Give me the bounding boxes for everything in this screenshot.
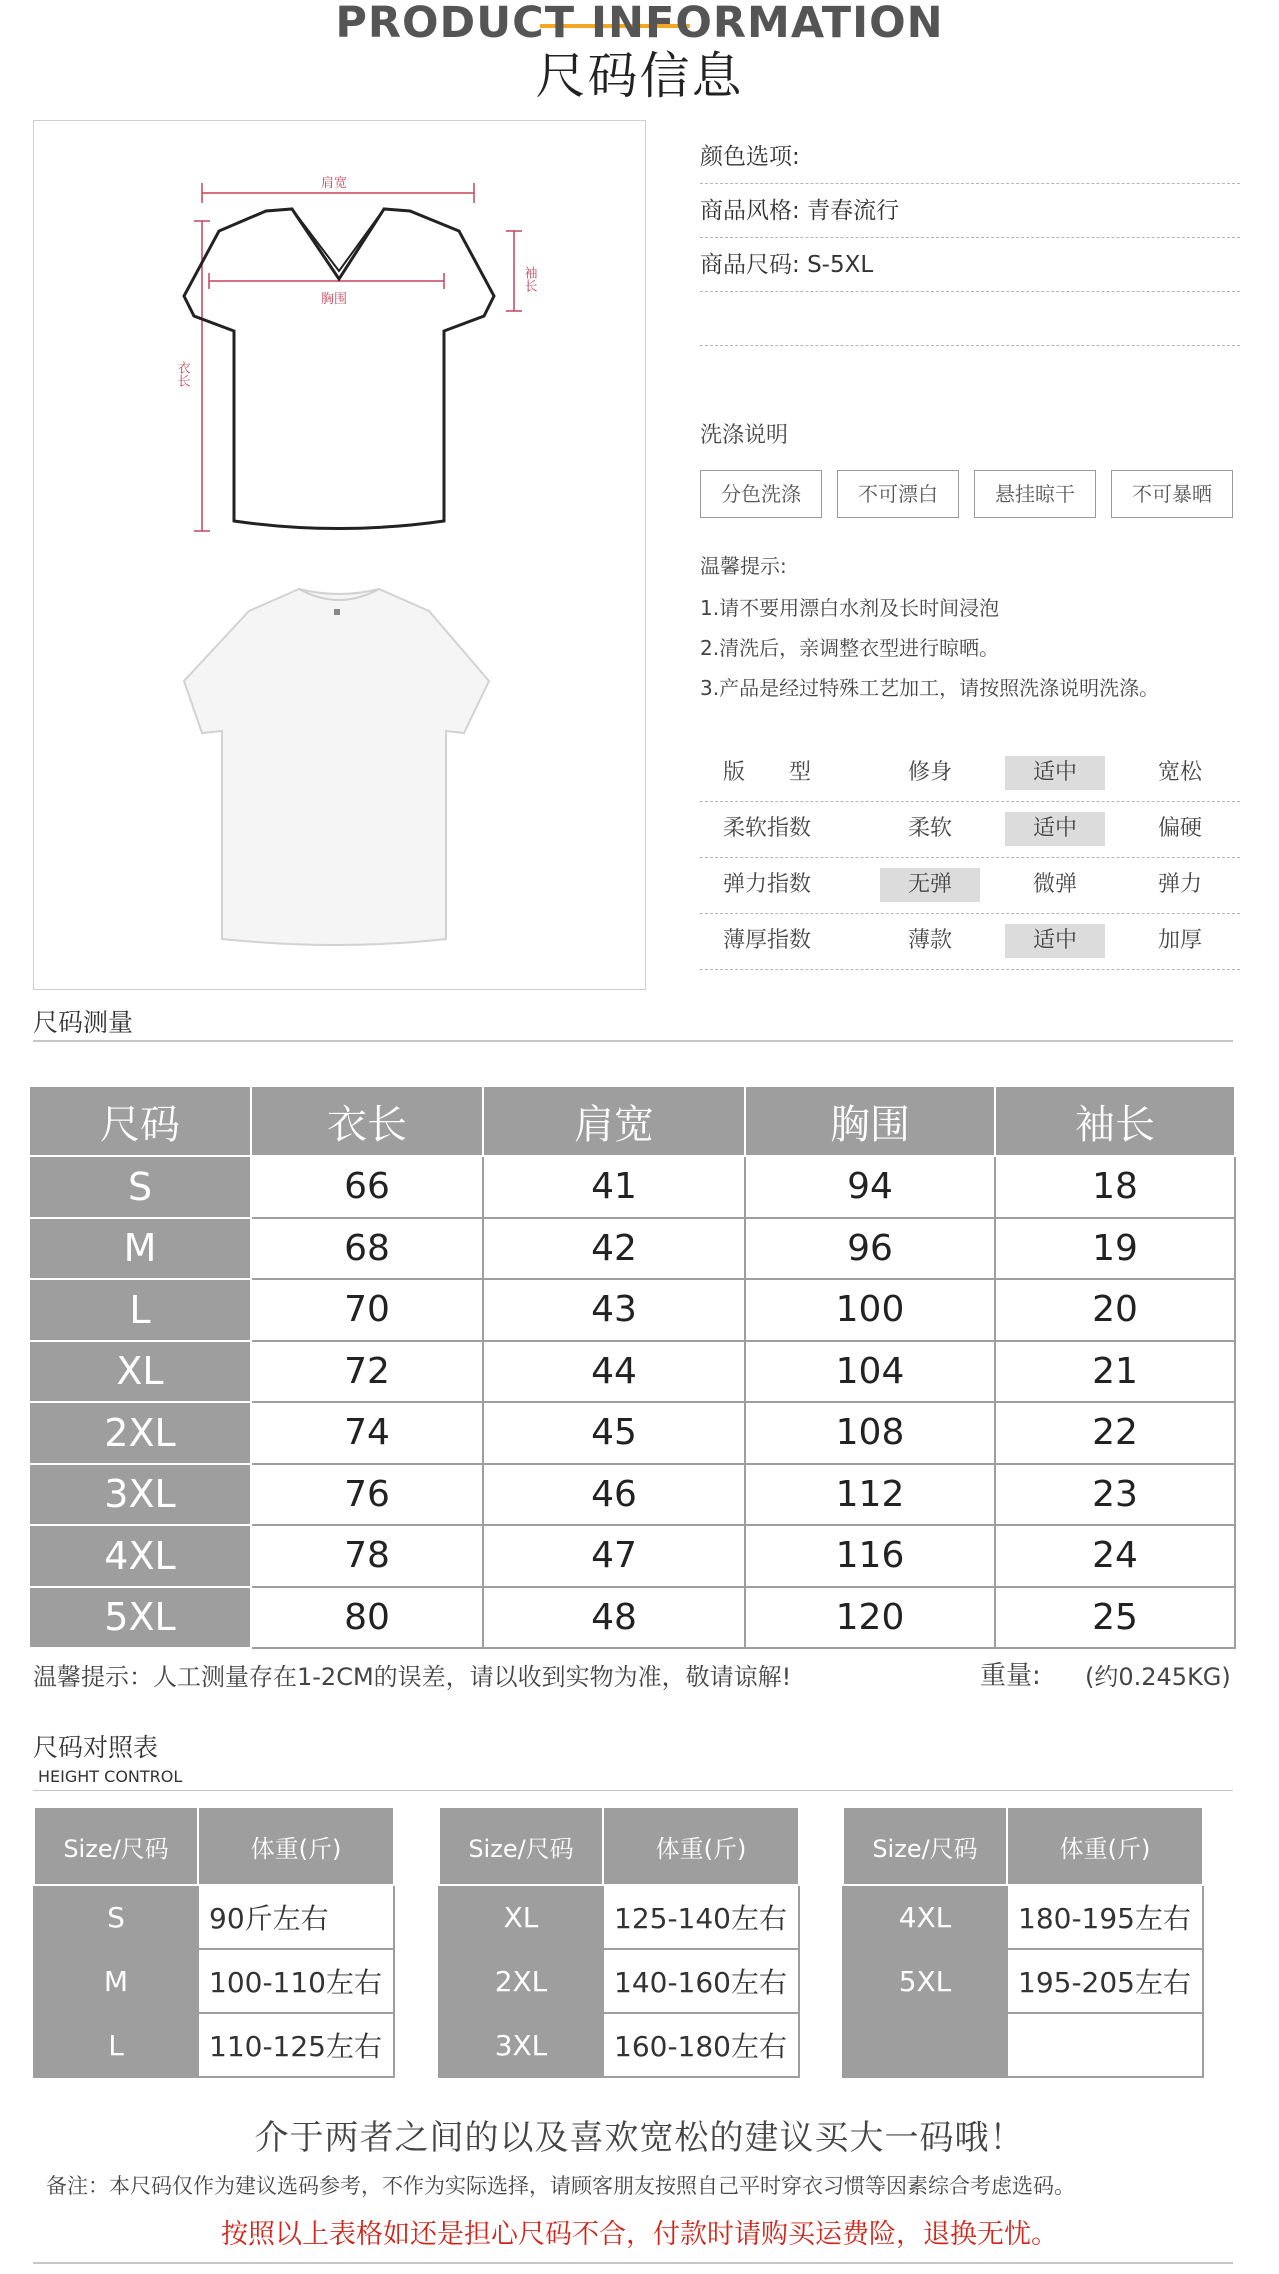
tip-line: 1.请不要用漂白水剂及长时间浸泡: [700, 596, 1000, 620]
tshirt-outline: [184, 209, 494, 529]
measure-cell: 66: [251, 1156, 483, 1218]
title-en: PRODUCT INFORMATION: [335, 0, 944, 48]
product-image-box: [33, 120, 646, 990]
info-color-row: [700, 130, 1240, 184]
table-row: [29, 1341, 1235, 1403]
attribute-name: 版 型: [722, 760, 811, 785]
measure-cell: 74: [251, 1402, 483, 1464]
weight-label: 重量:: [980, 1661, 1041, 1691]
measure-cell: 46: [483, 1464, 745, 1526]
table-row: [29, 1279, 1235, 1341]
compare-header: Size/尺码: [843, 1807, 1007, 1885]
attribute-option: 宽松: [1157, 760, 1202, 785]
size-cell: 5XL: [29, 1587, 251, 1649]
compare-weight-cell: 100-110左右: [198, 1949, 394, 2013]
measure-cell: 22: [995, 1402, 1235, 1464]
style-value: 青春流行: [807, 198, 900, 224]
size-cell: L: [29, 1279, 251, 1341]
attribute-option: 柔软: [907, 816, 952, 841]
size-value: S-5XL: [807, 252, 874, 278]
size-table-header: 胸围: [745, 1086, 995, 1156]
table-row: [843, 2013, 1203, 2077]
compare-subtitle: HEIGHT CONTROL: [38, 1767, 183, 1786]
measure-cell: 116: [745, 1525, 995, 1587]
compare-size-cell: M: [34, 1949, 198, 2013]
attribute-row: [700, 914, 1240, 970]
compare-size-cell: 5XL: [843, 1949, 1007, 2013]
measure-cell: 72: [251, 1341, 483, 1403]
compare-weight-cell: 195-205左右: [1007, 1949, 1203, 2013]
table-row: [29, 1464, 1235, 1526]
table-row: [439, 1885, 799, 1949]
size-label: 商品尺码:: [700, 252, 800, 278]
tshirt-diagram: [34, 121, 647, 991]
label-shoulder: 肩宽: [320, 176, 348, 191]
size-table-header: 袖长: [995, 1086, 1235, 1156]
measure-cell: 108: [745, 1402, 995, 1464]
table-row: [843, 1885, 1203, 1949]
compare-title: 尺码对照表: [33, 1733, 159, 1762]
measure-cell: 78: [251, 1525, 483, 1587]
measure-cell: 70: [251, 1279, 483, 1341]
measure-cell: 48: [483, 1587, 745, 1649]
info-style-row: [700, 184, 1240, 238]
size-table-header: 肩宽: [483, 1086, 745, 1156]
compare-weight-cell: 90斤左右: [198, 1885, 394, 1949]
size-remark: 备注：本尺码仅作为建议选码参考，不作为实际选择，请顾客朋友按照自己平时穿衣习惯等因素综合考虑选码。: [46, 2174, 1075, 2198]
attribute-option: 偏硬: [1157, 816, 1202, 841]
label-length: 衣长: [174, 361, 190, 387]
size-cell: S: [29, 1156, 251, 1218]
measure-cell: 41: [483, 1156, 745, 1218]
compare-size-cell: 3XL: [439, 2013, 603, 2077]
compare-table: [842, 1806, 1204, 2078]
measure-cell: 19: [995, 1218, 1235, 1280]
measure-title: 尺码测量: [33, 1008, 134, 1037]
compare-header: Size/尺码: [34, 1807, 198, 1885]
table-row: [29, 1218, 1235, 1280]
measure-cell: 96: [745, 1218, 995, 1280]
page-header: [0, 0, 1279, 110]
table-row: [439, 1949, 799, 2013]
measure-cell: 120: [745, 1587, 995, 1649]
measure-cell: 112: [745, 1464, 995, 1526]
measure-cell: 104: [745, 1341, 995, 1403]
size-warning: 按照以上表格如还是担心尺码不合，付款时请购买运费险，退换无忧。: [221, 2219, 1058, 2250]
attribute-option: 加厚: [1157, 928, 1202, 953]
wash-item-hang-dry: 悬挂晾干: [974, 470, 1096, 518]
measure-cell: 100: [745, 1279, 995, 1341]
measure-cell: 20: [995, 1279, 1235, 1341]
table-row: [34, 1949, 394, 2013]
size-table-header: 尺码: [29, 1086, 251, 1156]
wash-title: 洗涤说明: [700, 423, 789, 448]
info-blank-row: [700, 292, 1240, 346]
attribute-name: 弹力指数: [722, 872, 811, 897]
color-label: 颜色选项:: [700, 144, 800, 170]
attribute-row: [700, 858, 1240, 914]
table-row: [34, 1885, 394, 1949]
tips-title: 温馨提示:: [700, 554, 787, 578]
compare-table: [438, 1806, 800, 2078]
table-row: [34, 2013, 394, 2077]
attribute-option-selected: 适中: [1005, 812, 1105, 846]
title-zh: 尺码信息: [535, 47, 744, 105]
compare-size-cell: XL: [439, 1885, 603, 1949]
measure-cell: 24: [995, 1525, 1235, 1587]
size-cell: 2XL: [29, 1402, 251, 1464]
compare-table: [33, 1806, 395, 2078]
table-row: [439, 2013, 799, 2077]
attribute-option-selected: 适中: [1005, 756, 1105, 790]
attribute-name: 薄厚指数: [722, 928, 811, 953]
attribute-option: 修身: [907, 760, 952, 785]
wash-item-no-bleach: 不可漂白: [837, 470, 959, 518]
measure-note: 温馨提示：人工测量存在1-2CM的误差，请以收到实物为准，敬请谅解!: [33, 1663, 792, 1691]
measure-cell: 42: [483, 1218, 745, 1280]
compare-divider: [33, 1790, 1233, 1791]
measure-divider: [33, 1040, 1233, 1042]
measure-cell: 43: [483, 1279, 745, 1341]
measure-cell: 45: [483, 1402, 745, 1464]
measure-cell: 76: [251, 1464, 483, 1526]
tip-line: 2.清洗后，亲调整衣型进行晾晒。: [700, 636, 1000, 660]
measure-cell: 47: [483, 1525, 745, 1587]
style-label: 商品风格:: [700, 198, 800, 224]
weight-value: (约0.245KG): [1085, 1663, 1231, 1691]
compare-header: 体重(斤): [1007, 1807, 1203, 1885]
wash-item-separate: 分色洗涤: [700, 470, 822, 518]
size-table: [28, 1085, 1236, 1649]
bottom-divider: [33, 2262, 1233, 2264]
compare-weight-cell: 110-125左右: [198, 2013, 394, 2077]
info-size-row: [700, 238, 1240, 292]
attribute-option-selected: 适中: [1005, 924, 1105, 958]
attribute-option: 弹力: [1157, 872, 1202, 897]
compare-header: 体重(斤): [198, 1807, 394, 1885]
wash-item-no-sun: 不可暴晒: [1111, 470, 1233, 518]
attribute-option: 薄款: [907, 928, 952, 953]
compare-size-cell: 4XL: [843, 1885, 1007, 1949]
label-chest: 胸围: [320, 292, 348, 307]
compare-size-cell: S: [34, 1885, 198, 1949]
compare-size-cell: [843, 2013, 1007, 2077]
measure-cell: 23: [995, 1464, 1235, 1526]
attribute-row: [700, 746, 1240, 802]
table-row: [29, 1402, 1235, 1464]
compare-size-cell: L: [34, 2013, 198, 2077]
size-cell: M: [29, 1218, 251, 1280]
attribute-row: [700, 802, 1240, 858]
table-row: [843, 1949, 1203, 2013]
attribute-name: 柔软指数: [722, 816, 811, 841]
measure-cell: 18: [995, 1156, 1235, 1218]
compare-size-cell: 2XL: [439, 1949, 603, 2013]
tshirt-photo: [184, 589, 489, 945]
compare-weight-cell: 125-140左右: [603, 1885, 799, 1949]
label-sleeve: 袖长: [521, 266, 537, 292]
measure-cell: 80: [251, 1587, 483, 1649]
measure-cell: 94: [745, 1156, 995, 1218]
size-advice: 介于两者之间的以及喜欢宽松的建议买大一码哦！: [254, 2118, 1025, 2158]
compare-header: 体重(斤): [603, 1807, 799, 1885]
compare-header: Size/尺码: [439, 1807, 603, 1885]
table-row: [29, 1587, 1235, 1649]
size-cell: XL: [29, 1341, 251, 1403]
measure-cell: 44: [483, 1341, 745, 1403]
size-table-header: 衣长: [251, 1086, 483, 1156]
measure-cell: 68: [251, 1218, 483, 1280]
attribute-option-selected: 无弹: [880, 868, 980, 902]
size-cell: 4XL: [29, 1525, 251, 1587]
compare-weight-cell: 140-160左右: [603, 1949, 799, 2013]
table-row: [29, 1525, 1235, 1587]
compare-weight-cell: 180-195左右: [1007, 1885, 1203, 1949]
compare-weight-cell: [1007, 2013, 1203, 2077]
measure-cell: 21: [995, 1341, 1235, 1403]
compare-weight-cell: 160-180左右: [603, 2013, 799, 2077]
table-row: [29, 1156, 1235, 1218]
size-cell: 3XL: [29, 1464, 251, 1526]
attribute-option: 微弹: [1032, 872, 1077, 897]
measure-cell: 25: [995, 1587, 1235, 1649]
tip-line: 3.产品是经过特殊工艺加工，请按照洗涤说明洗涤。: [700, 676, 1160, 700]
